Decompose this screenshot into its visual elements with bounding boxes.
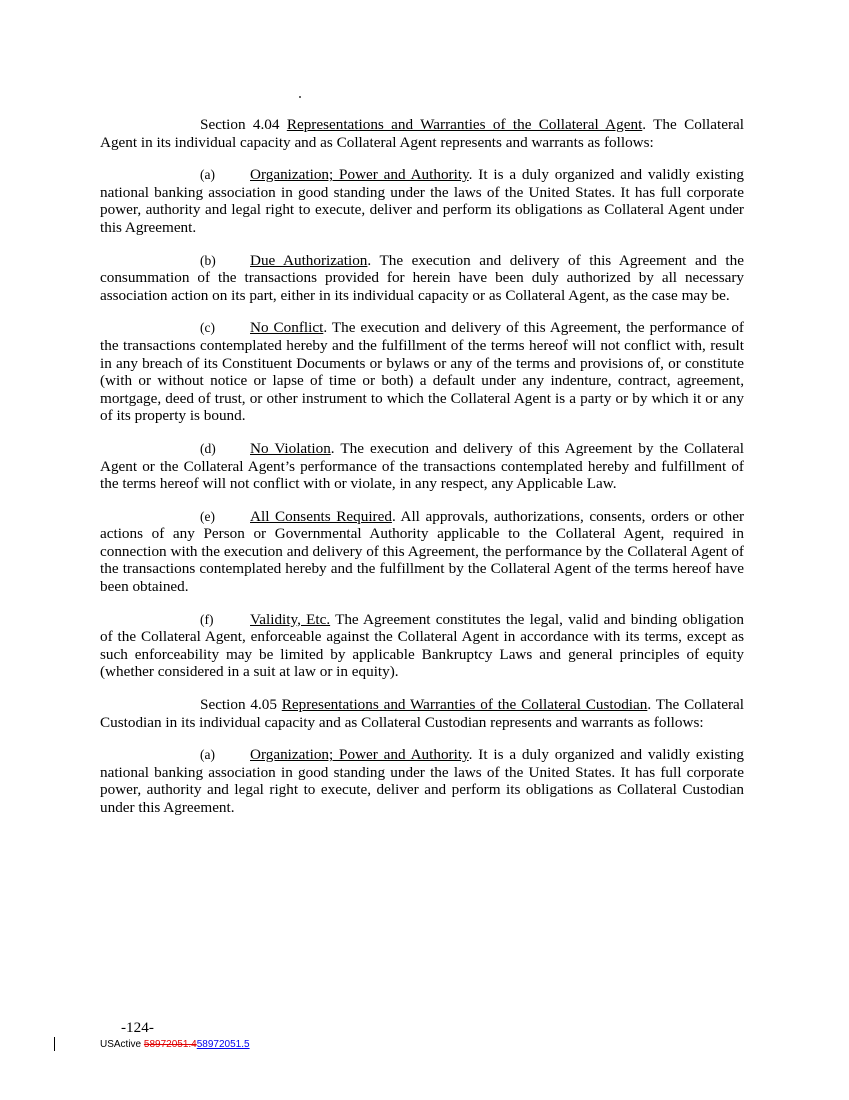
clause-heading: Organization; Power and Authority (250, 166, 469, 184)
section-heading: Representations and Warranties of the Collateral Agent (286, 116, 643, 133)
deleted-doc-id: 58972051.4 (143, 1039, 197, 1050)
clause-heading: Organization; Power and Authority (250, 746, 469, 764)
section-heading: Representations and Warranties of the Collateral Custodian (281, 696, 648, 714)
clause-4-04-e (100, 508, 744, 596)
section-intro-text: . The Collateral Agent in its individual capacity and as Collateral Agent represents and warrants as follows: (100, 116, 744, 151)
clause-text: . It is a duly organized and validly existing national banking association in good standing under the laws of the United States. It has full corporate power, authority and legal right to execute, deliver and perform its obligations as Collateral Agent under this Agreement. (100, 166, 744, 236)
clause-label: (a) (200, 747, 215, 763)
clause-heading: Due Authorization (250, 251, 368, 269)
clause-text: . The execution and delivery of this Agreement, the performance of the transactions contemplated hereby and the fulfillment of the terms hereof will not conflict with, result in any breach of its Constituent Documents or bylaws or any of the terms and provisions of, or constitute (with or without notice or lapse of time or both) a default under any indenture, contract, agreement, mortgage, deed of trust, or other instrument to which the Collateral Agent is a party or by which it or any of its property is bound. (100, 319, 744, 425)
clause-text: . It is a duly organized and validly existing national banking association in good standing under the laws of the United States. It has full corporate power, authority and legal right to execute, deliver and perform its obligations as Collateral Custodian under this Agreement. (100, 746, 744, 816)
clause-4-04-a (100, 166, 744, 236)
clause-label: (d) (200, 440, 216, 456)
section-number: Section 4.04 (200, 116, 280, 133)
section-number: Section 4.05 (200, 696, 277, 714)
clause-label: (f) (200, 611, 214, 627)
doc-prefix: USActive (100, 1039, 144, 1050)
document-body (100, 116, 744, 832)
clause-heading: No Conflict (250, 319, 324, 337)
revision-bar (54, 1037, 55, 1051)
clause-4-04-d (100, 440, 744, 493)
clause-text: . The execution and delivery of this Agreement and the consummation of the transactions provided for herein have been duly authorized by all necessary association action on its part, either in its individual capacity or as Collateral Agent, as the case may be. (100, 251, 744, 304)
inserted-doc-id: 58972051.5 (196, 1039, 250, 1050)
clause-heading: Validity, Etc. (250, 610, 331, 628)
clause-label: (a) (200, 167, 215, 183)
clause-text: . All approvals, authorizations, consents, orders or other actions of any Person or Governmental Authority applicable to the Collateral Agent, required in connection with the execution and delivery of this Agreement, the performance by the Collateral Agent of the transactions contemplated hereby and the fulfillment by the Collateral Agent of the terms hereof have been obtained. (100, 507, 745, 596)
clause-heading: All Consents Required (250, 507, 392, 525)
page-number: -124- (121, 1019, 154, 1036)
document-id-footer (100, 1039, 250, 1050)
clause-label: (e) (200, 508, 215, 524)
section-4-04-intro (100, 116, 744, 151)
clause-4-04-f (100, 611, 744, 681)
stray-mark (299, 96, 301, 98)
section-intro-text: . The Collateral Custodian in its individual capacity and as Collateral Custodian represents and warrants as follows: (100, 696, 744, 731)
clause-label: (b) (200, 252, 216, 268)
clause-4-05-a (100, 746, 744, 816)
clause-heading: No Violation (250, 439, 331, 457)
clause-4-04-b (100, 252, 744, 305)
clause-text: . The execution and delivery of this Agreement by the Collateral Agent or the Collateral Agent’s performance of the transactions contemplated hereby and fulfillment of the terms hereof will not conflict with or violate, in any respect, any Applicable Law. (100, 439, 744, 493)
section-4-05-intro (100, 696, 744, 731)
clause-4-04-c (100, 319, 744, 425)
clause-label: (c) (200, 320, 215, 336)
clause-text: The Agreement constitutes the legal, valid and binding obligation of the Collateral Agent, enforceable against the Collateral Agent in accordance with its terms, except as such enforceability may be limited by applicable Bankruptcy Laws and general principles of equity (whether considered in a suit at law or in equity). (100, 610, 744, 681)
